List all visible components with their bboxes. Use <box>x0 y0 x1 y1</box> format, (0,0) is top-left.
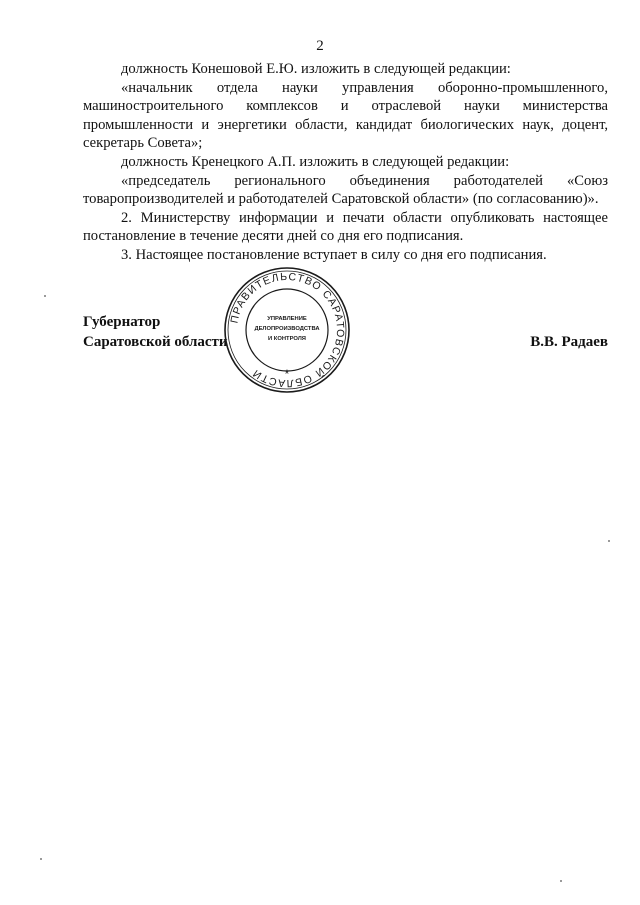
signatory-name: В.В. Радаев <box>530 334 608 350</box>
page-number: 2 <box>316 38 324 54</box>
paragraph-2: «начальник отдела науки управления оборонно-промышленного, машиностроительного комплексов и отраслевой науки министерства промышленности и энергетики области, кандидат биологических наук, доцент, секретарь Совета»; <box>83 79 608 152</box>
paragraph-1: должность Конешовой Е.Ю. изложить в следующей редакции: <box>121 61 511 77</box>
scan-artifact <box>560 880 562 882</box>
signatory-position-line1: Губернатор <box>83 314 161 330</box>
seal-icon <box>222 265 352 395</box>
paragraph-6: 3. Настоящее постановление вступает в силу со дня его подписания. <box>121 246 547 263</box>
seal-center-line1: УПРАВЛЕНИЕ <box>267 316 307 322</box>
official-seal <box>222 265 352 395</box>
scan-artifact <box>608 540 610 542</box>
signatory-position <box>83 312 228 352</box>
signatory-position-line2: Саратовской области <box>83 334 228 350</box>
seal-center-line3: И КОНТРОЛЯ <box>268 336 306 342</box>
document-body <box>83 60 608 265</box>
paragraph-4: «председатель регионального объединения работодателей «Союз товаропроизводителей и работодателей Саратовской области» (по согласованию)». <box>83 172 608 208</box>
seal-center-line2: ДЕЛОПРОИЗВОДСТВА <box>254 326 320 332</box>
seal-ring-text: ПРАВИТЕЛЬСТВО САРАТОВСКОЙ ОБЛАСТИ <box>228 270 347 390</box>
scan-artifact <box>40 858 42 860</box>
paragraph-5: 2. Министерству информации и печати области опубликовать настоящее постановление в течение десяти дней со дня его подписания. <box>83 209 608 245</box>
paragraph-3: должность Кренецкого А.П. изложить в следующей редакции: <box>121 153 510 170</box>
scan-artifact <box>44 295 46 297</box>
seal-star: * <box>284 367 290 381</box>
